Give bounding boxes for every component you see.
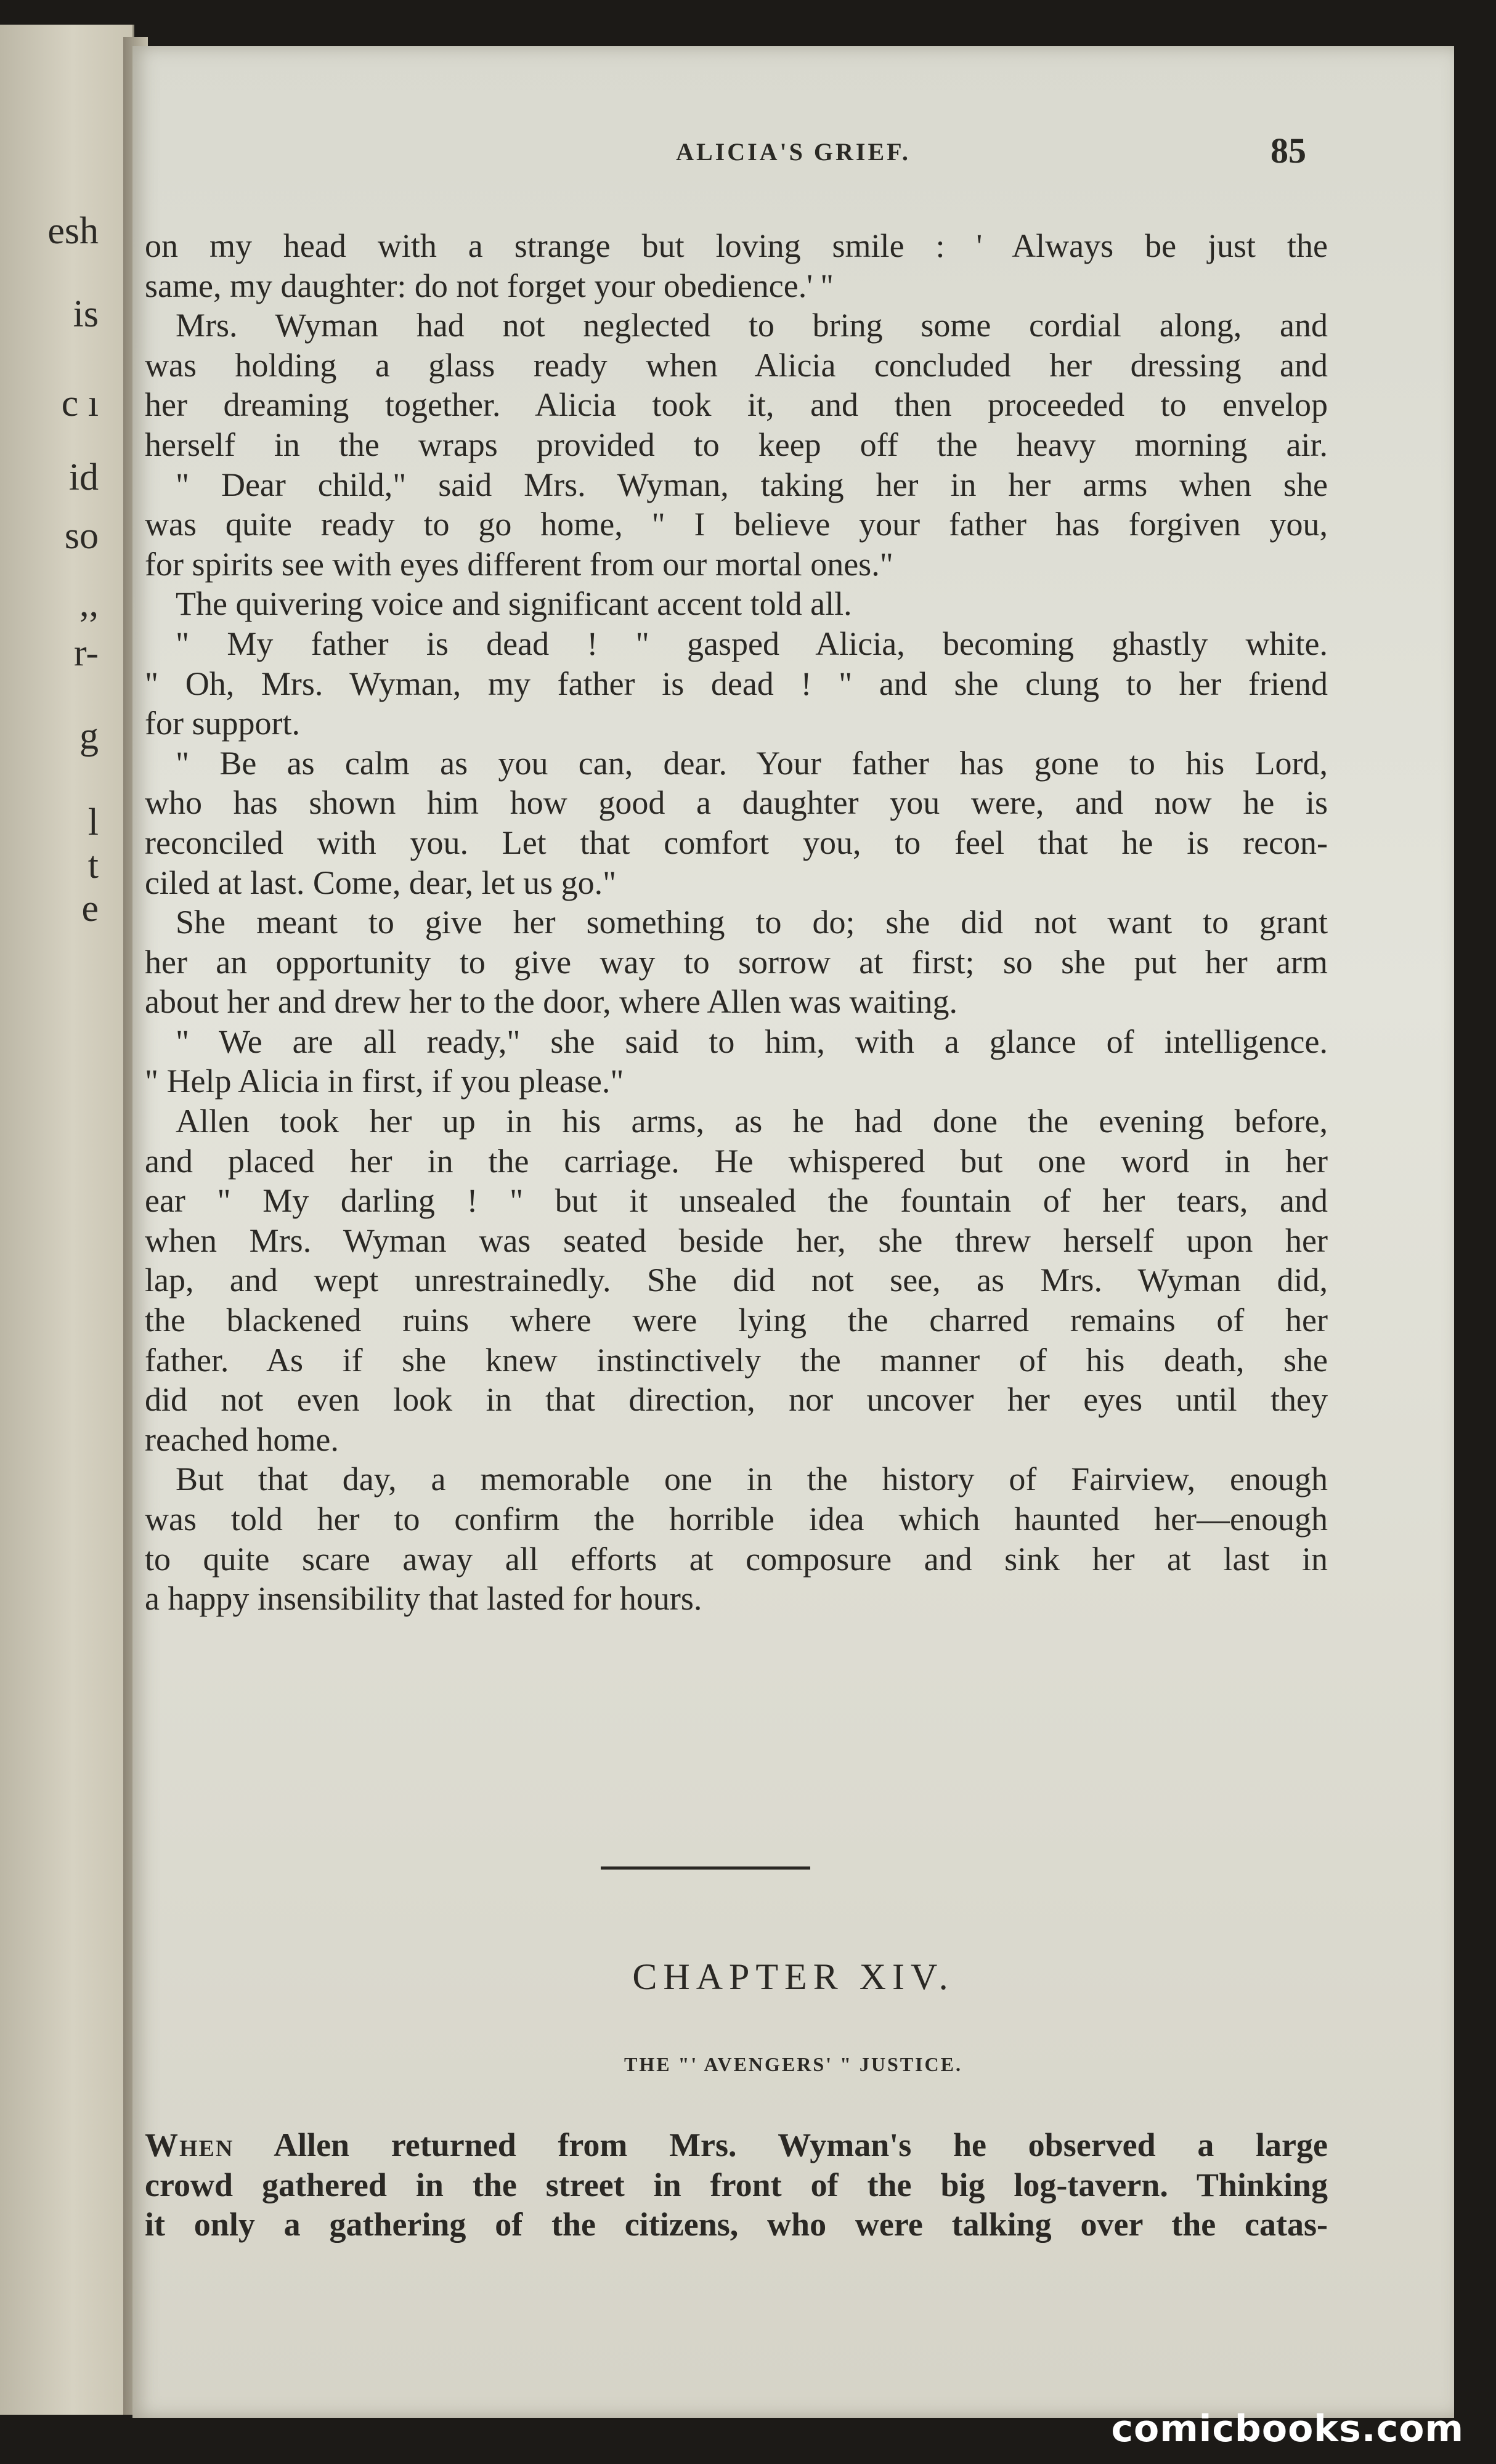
body-line: " Dear child," said Mrs. Wyman, taking her in her arms when she xyxy=(176,466,1328,503)
body-line: to quite scare away all efforts at composure and sink her at last in xyxy=(145,1540,1328,1578)
body-line: the blackened ruins where were lying the charred remains of her xyxy=(145,1302,1328,1339)
body-line: was holding a glass ready when Alicia concluded her dressing and xyxy=(145,346,1328,384)
body-line: But that day, a memorable one in the history of Fairview, enough xyxy=(176,1461,1328,1498)
chapter-subtitle: THE "' AVENGERS' " JUSTICE. xyxy=(624,2053,962,2075)
body-line: lap, and wept unrestrainedly. She did not see, as Mrs. Wyman did, xyxy=(145,1262,1328,1299)
body-line: Allen took her up in his arms, as he had done the evening before, xyxy=(176,1103,1328,1140)
body-line: was told her to confirm the horrible idea which haunted her—enough xyxy=(145,1501,1328,1538)
left-page-fragment: id xyxy=(68,456,99,498)
body-line: about her and drew her to the door, where Allen was waiting. xyxy=(145,983,957,1021)
left-page-fragment: l xyxy=(87,801,99,843)
right-page xyxy=(132,46,1454,2418)
left-page-fragment: ,, xyxy=(79,583,99,625)
body-line: Mrs. Wyman had not neglected to bring some cordial along, and xyxy=(176,307,1328,344)
body-line: for spirits see with eyes different from our mortal ones." xyxy=(145,545,893,583)
running-head-title: ALICIA'S GRIEF. xyxy=(676,138,911,166)
body-line: reconciled with you. Let that comfort you, to feel that he is recon- xyxy=(145,824,1328,861)
body-line: same, my daughter: do not forget your obedience.' '' xyxy=(145,267,833,304)
body-line: did not even look in that direction, nor uncover her eyes until they xyxy=(145,1381,1328,1419)
left-page-edge xyxy=(0,25,134,2415)
body-line: " Be as calm as you can, dear. Your father has gone to his Lord, xyxy=(176,744,1328,782)
chapter-opening xyxy=(145,2125,1328,2245)
body-line: her dreaming together. Alicia took it, and then proceeded to envelop xyxy=(145,386,1328,424)
body-line: reached home. xyxy=(145,1420,339,1458)
body-line: when Mrs. Wyman was seated beside her, she threw herself upon her xyxy=(145,1222,1328,1259)
watermark: comicbooks.com xyxy=(1111,2407,1464,2450)
left-page-fragment: c ı xyxy=(61,383,99,424)
chapter-line: it only a gathering of the citizens, who were talking over the catas- xyxy=(145,2206,1328,2243)
chapter-line-text: Allen returned from Mrs. Wyman's he observed a large xyxy=(234,2126,1328,2163)
chapter-lead-word: When xyxy=(145,2126,234,2163)
body-line: " We are all ready," she said to him, with a glance of intelligence. xyxy=(176,1023,1328,1060)
running-head xyxy=(132,131,1454,193)
body-line: ciled at last. Come, dear, let us go." xyxy=(145,864,617,901)
left-page-fragment: r- xyxy=(73,632,99,674)
body-line: on my head with a strange but loving smile : ' Always be just the xyxy=(145,227,1328,264)
left-page-fragment: so xyxy=(64,515,99,557)
page-number: 85 xyxy=(1270,131,1306,171)
section-rule xyxy=(601,1866,810,1870)
body-line: ear " My darling ! " but it unsealed the fountain of her tears, and xyxy=(145,1182,1328,1220)
body-line: her an opportunity to give way to sorrow at first; so she put her arm xyxy=(145,943,1328,981)
body-text xyxy=(145,226,1328,1619)
body-line: was quite ready to go home, " I believe your father has forgiven you, xyxy=(145,506,1328,543)
left-page-fragment: g xyxy=(79,715,99,757)
left-page-fragment: esh xyxy=(47,210,99,252)
chapter-title: CHAPTER XIV. xyxy=(632,1956,954,1997)
body-line: who has shown him how good a daughter you were, and now he is xyxy=(145,784,1328,822)
chapter-line xyxy=(145,2125,1328,2165)
body-line: " Oh, Mrs. Wyman, my father is dead ! " and she clung to her friend xyxy=(145,665,1328,702)
left-page-fragment: e xyxy=(81,888,99,930)
body-line: The quivering voice and significant accent told all. xyxy=(176,585,852,623)
left-page-fragment: t xyxy=(87,845,99,886)
body-line: for support. xyxy=(145,705,300,742)
chapter-line: crowd gathered in the street in front of the big log-tavern. Thinking xyxy=(145,2166,1328,2203)
body-line: father. As if she knew instinctively the manner of his death, she xyxy=(145,1341,1328,1379)
body-line: a happy insensibility that lasted for hours. xyxy=(145,1580,702,1618)
body-line: herself in the wraps provided to keep off the heavy morning air. xyxy=(145,426,1328,463)
body-line: and placed her in the carriage. He whispered but one word in her xyxy=(145,1142,1328,1180)
body-line: " Help Alicia in first, if you please." xyxy=(145,1063,624,1100)
body-line: " My father is dead ! " gasped Alicia, becoming ghastly white. xyxy=(176,625,1328,662)
body-line: She meant to give her something to do; she did not want to grant xyxy=(176,904,1328,941)
left-page-fragment: is xyxy=(73,293,99,335)
